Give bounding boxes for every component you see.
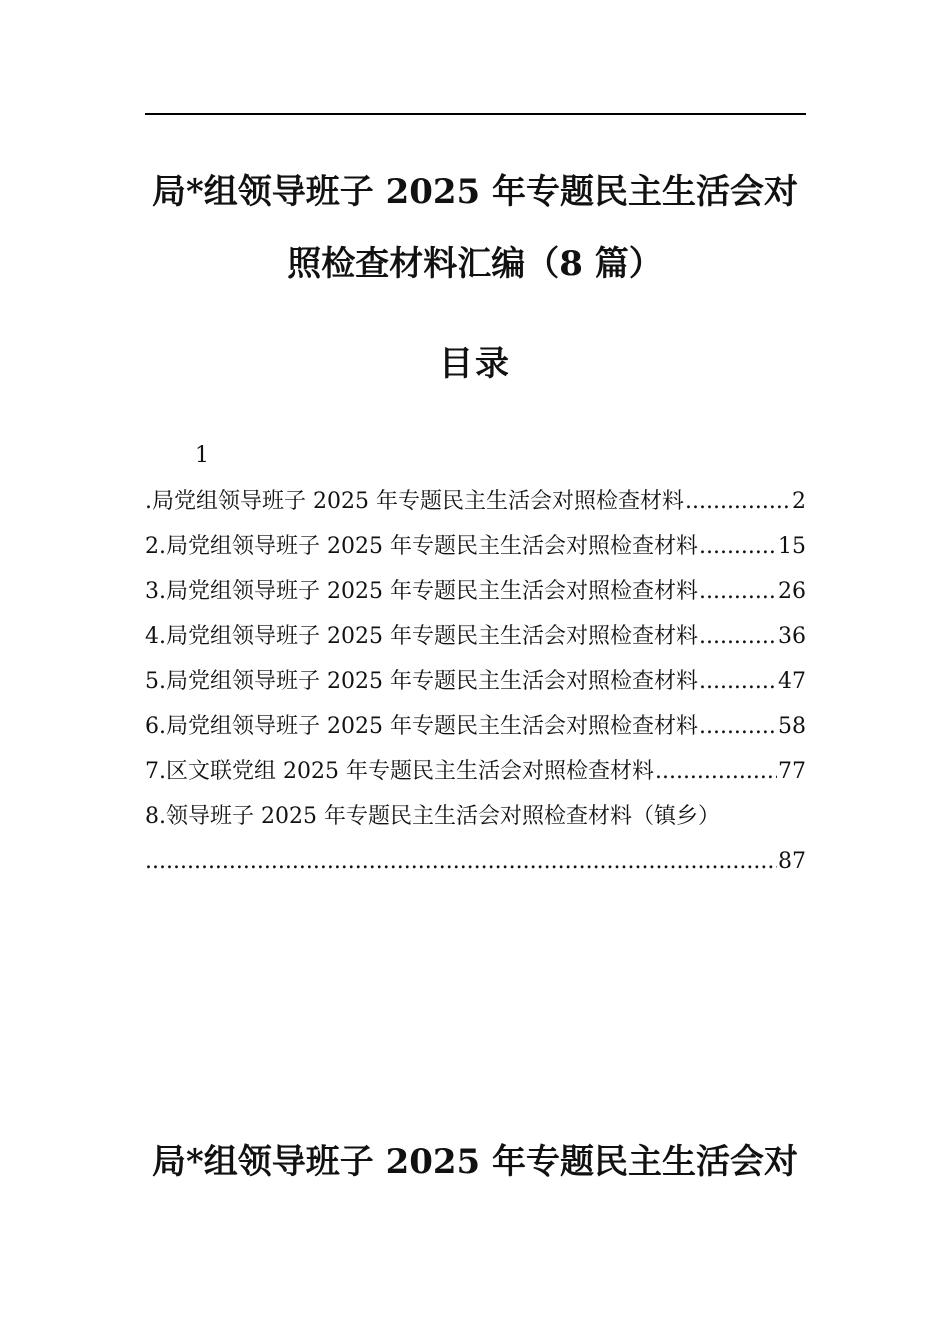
toc-entry-text: 3.局党组领导班子 2025 年专题民主生活会对照检查材料 [145, 579, 698, 604]
toc-entry-3[interactable] [145, 572, 806, 617]
toc-entry-text: 8.领导班子 2025 年专题民主生活会对照检查材料（镇乡） [145, 804, 720, 829]
table-of-contents [145, 482, 806, 887]
toc-entry-page: 87 [778, 849, 806, 874]
toc-entry-page: 26 [778, 579, 806, 604]
toc-dot-leader [685, 482, 791, 522]
next-section-title: 局*组领导班子 2025 年专题民主生活会对 [151, 1142, 799, 1182]
toc-entry-5[interactable] [145, 662, 806, 707]
toc-first-number: 1 [195, 443, 209, 468]
toc-entry-page: 36 [778, 624, 806, 649]
toc-entry-1[interactable] [145, 482, 806, 527]
toc-entry-text: .局党组领导班子 2025 年专题民主生活会对照检查材料 [145, 489, 684, 514]
top-rule [145, 113, 806, 115]
toc-entry-2[interactable] [145, 527, 806, 572]
toc-dot-leader [699, 617, 777, 657]
document-title-line-1: 局*组领导班子 2025 年专题民主生活会对 [151, 172, 799, 212]
toc-entry-page: 77 [778, 759, 806, 784]
toc-entry-page: 58 [778, 714, 806, 739]
toc-entry-7[interactable] [145, 752, 806, 797]
toc-entry-text: 5.局党组领导班子 2025 年专题民主生活会对照检查材料 [145, 669, 698, 694]
toc-dot-leader [699, 662, 777, 702]
toc-entry-text: 6.局党组领导班子 2025 年专题民主生活会对照检查材料 [145, 714, 698, 739]
toc-entry-page: 2 [792, 489, 806, 514]
document-title-line-2: 照检查材料汇编（8 篇） [287, 244, 663, 284]
toc-entry-text: 2.局党组领导班子 2025 年专题民主生活会对照检查材料 [145, 534, 698, 559]
toc-entry-text: 4.局党组领导班子 2025 年专题民主生活会对照检查材料 [145, 624, 698, 649]
toc-entry-continuation [145, 842, 806, 887]
toc-entry-8[interactable] [145, 797, 806, 887]
toc-dot-leader [145, 842, 777, 882]
toc-entry-page: 47 [778, 669, 806, 694]
toc-entry-page: 15 [778, 534, 806, 559]
toc-dot-leader [699, 572, 777, 612]
toc-entry-4[interactable] [145, 617, 806, 662]
toc-dot-leader [699, 527, 777, 567]
toc-heading: 目录 [439, 344, 511, 384]
toc-entry-6[interactable] [145, 707, 806, 752]
toc-entry-text: 7.区文联党组 2025 年专题民主生活会对照检查材料 [145, 759, 654, 784]
toc-dot-leader [655, 752, 777, 792]
toc-dot-leader [699, 707, 777, 747]
